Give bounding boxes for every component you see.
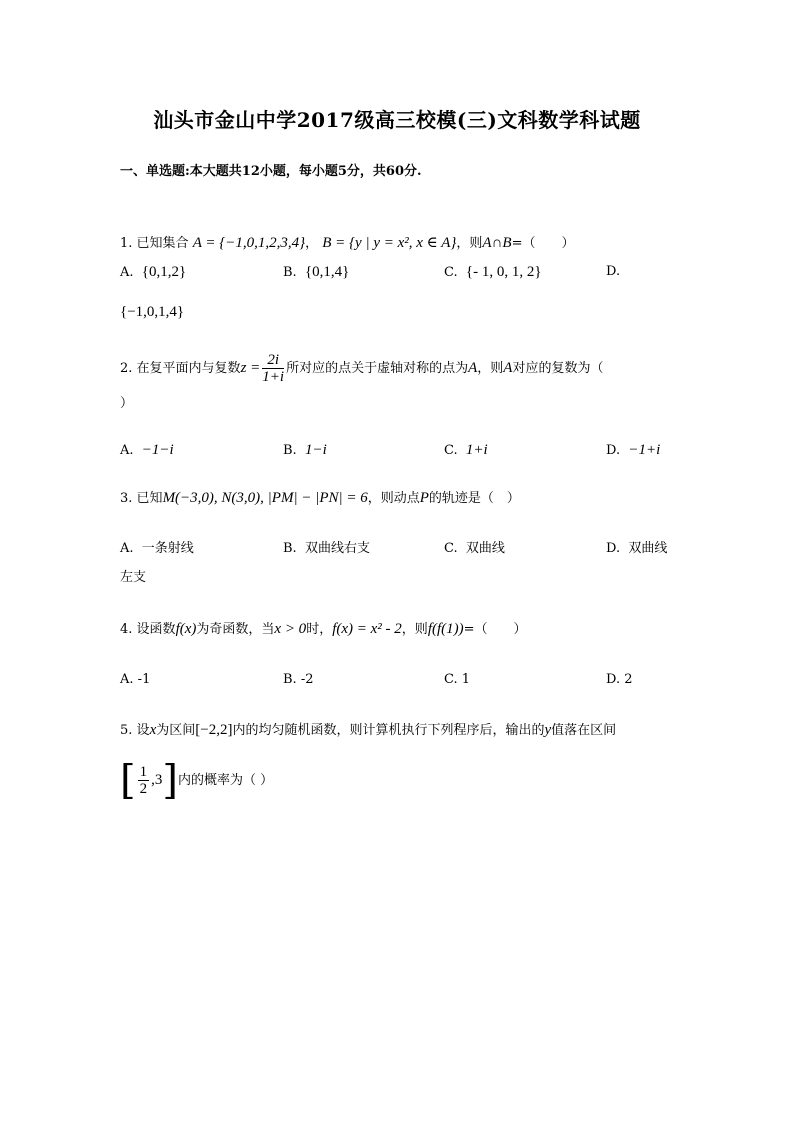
answer-blank: =（ ） (511, 236, 575, 251)
question-text: 内的概率为（ ） (177, 773, 274, 788)
q1-option-d (606, 262, 620, 282)
q1-option-b (283, 262, 349, 283)
question-text: 时， (306, 622, 333, 637)
question-text: ，则 (401, 622, 428, 637)
question-text: 值落在区间 (551, 723, 617, 738)
question-3 (120, 488, 520, 509)
function-expression: f(f(1)) (427, 621, 464, 637)
question-text: 已知 (136, 491, 163, 506)
option-label: A. (120, 541, 134, 556)
option-label: D. (606, 264, 621, 279)
question-number: 5. (120, 723, 137, 738)
option-value: 1−i (304, 442, 327, 458)
option-value: {0,1,4} (304, 264, 350, 280)
option-value: 双曲线 (465, 541, 505, 556)
option-label: D. (606, 443, 621, 458)
point-p: P (419, 490, 429, 506)
question-number: 4. (120, 622, 137, 637)
option-value: {−1,0,1,4} (120, 304, 185, 320)
option-label: C. (444, 672, 458, 687)
option-label: A. (120, 672, 134, 687)
option-label: D. (606, 672, 621, 687)
question-text: 内的均匀随机函数，则计算机执行下列程序后，输出的 (232, 723, 545, 738)
option-label: C. (444, 265, 458, 280)
option-value: -1 (137, 672, 151, 687)
intersection-expression: A∩B (482, 235, 512, 251)
q3-option-c (444, 539, 505, 559)
option-label: A. (120, 443, 134, 458)
option-value: −1−i (141, 442, 174, 458)
question-text: 设 (136, 723, 150, 738)
option-value: -2 (300, 672, 314, 687)
option-label: B. (283, 443, 297, 458)
q3-option-a (120, 539, 194, 559)
question-text: 设函数 (136, 622, 176, 637)
option-value: 双曲线右支 (304, 541, 370, 556)
question-number: 2. (120, 361, 137, 376)
q1-option-a (120, 262, 186, 283)
option-value: {0,1,2} (141, 264, 187, 280)
complex-z: z = (240, 360, 261, 376)
option-label: C. (444, 541, 458, 556)
q4-option-b (283, 670, 314, 690)
fraction (138, 764, 150, 797)
question-text: 对应的复数为（ (512, 361, 604, 376)
question-2 (120, 348, 603, 389)
fraction-numerator: 1 (139, 764, 148, 780)
question-number: 3. (120, 491, 137, 506)
point-a: A (468, 360, 478, 376)
set-b-definition: B = {y | y = x², x ∈ A} (322, 235, 457, 251)
function-f: f(x) (175, 621, 197, 637)
question-1 (120, 233, 575, 254)
exam-title: 汕头市金山中学2017级高三校模(三)文科数学科试题 (153, 108, 641, 132)
fraction-numerator: 2i (262, 352, 284, 369)
question-text: 为区间 (156, 723, 196, 738)
interval-end: ,3 (151, 772, 163, 788)
question-text: ，则动点 (367, 491, 420, 506)
q3-option-b (283, 539, 370, 559)
answer-blank: 的轨迹是（ ） (428, 491, 520, 506)
bracket-left: [ (120, 757, 136, 804)
option-value: 2 (624, 672, 633, 687)
q4-option-c (444, 670, 470, 690)
section-heading: 一、单选题:本大题共12小题，每小题5分，共60分. (120, 164, 422, 179)
question-5-line-2 (120, 758, 273, 803)
option-value: {- 1, 0, 1, 2} (465, 264, 542, 280)
option-value: 双曲线 (628, 541, 668, 556)
option-label: A. (120, 265, 134, 280)
point-a: A (503, 360, 513, 376)
q1-option-d-value (120, 302, 184, 323)
question-5 (120, 720, 616, 741)
condition-expression: x > 0 (274, 621, 307, 637)
q4-option-d (606, 670, 633, 690)
question-text: 为奇函数，当 (196, 622, 275, 637)
q2-option-d (606, 440, 660, 461)
question-text: ，则 (456, 236, 483, 251)
option-label: D. (606, 541, 621, 556)
answer-blank: =（ ） (463, 622, 527, 637)
fraction-denominator: 2 (139, 781, 148, 797)
option-value: 1+i (465, 442, 488, 458)
option-label: B. (283, 672, 297, 687)
option-label: B. (283, 265, 297, 280)
question-2-wrap: ） (120, 396, 134, 411)
option-value: −1+i (628, 442, 661, 458)
question-4 (120, 619, 527, 640)
fraction (262, 352, 284, 385)
option-value: 一条射线 (141, 541, 194, 556)
set-a-definition: A = {−1,0,1,2,3,4} (192, 235, 306, 251)
q2-option-b (283, 440, 327, 461)
q4-option-a (120, 670, 150, 690)
q2-option-a (120, 440, 174, 461)
variable-y: y (544, 722, 552, 738)
question-text: 在复平面内与复数 (136, 361, 241, 376)
question-text: 所对应的点关于虚轴对称的点为 (286, 361, 469, 376)
q1-option-c (444, 262, 542, 283)
option-label: B. (283, 541, 297, 556)
question-text: 已知集合 (136, 236, 189, 251)
fraction-denominator: 1+i (262, 369, 285, 385)
condition-expression: M(−3,0), N(3,0), |PM| − |PN| = 6 (162, 490, 368, 506)
q3-option-d (606, 539, 667, 559)
question-number: 1. (120, 236, 137, 251)
q2-option-c (444, 440, 488, 461)
q3-option-d-wrap: 左支 (120, 570, 147, 585)
question-text: ，则 (477, 361, 504, 376)
variable-x: x (149, 722, 157, 738)
function-definition: f(x) = x² - 2 (332, 621, 402, 637)
separator: ， (305, 236, 319, 251)
option-value: 1 (461, 672, 471, 687)
option-label: C. (444, 443, 458, 458)
interval: [−2,2] (195, 722, 233, 738)
bracket-right: ] (162, 757, 178, 804)
